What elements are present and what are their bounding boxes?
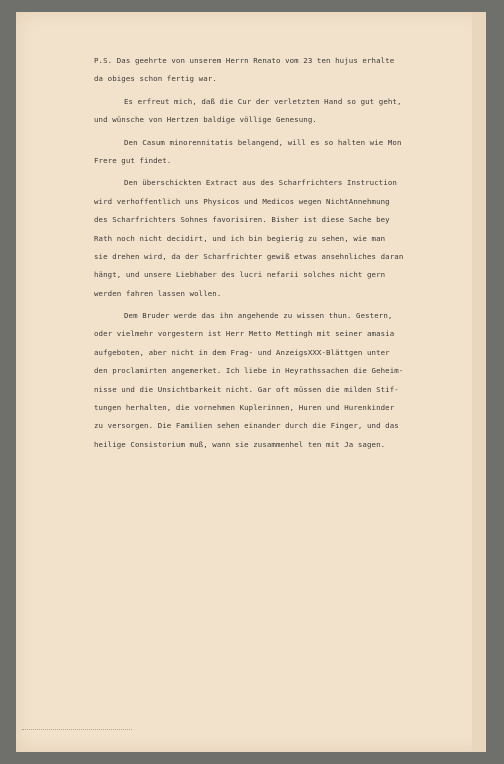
text-line: da obiges schon fertig war. [94,74,217,84]
text-line: und wünsche von Hertzen baldige völlige Genesung. [94,115,317,125]
text-line: nisse und die Unsichtbarkeit nicht. Gar oft müssen die milden Stif- [94,384,399,394]
text-line: des Scharfrichters Sohnes favorisiren. Bisher ist diese Sache bey [94,215,390,225]
text-line: Dem Bruder werde das ihn angehende zu wissen thun. Gestern, [124,311,393,321]
text-line: Rath noch nicht decidirt, und ich bin begierig zu sehen, wie man [94,233,386,243]
text-line: den proclamirten angemerket. Ich liebe in Heyrathssachen die Geheim- [94,366,404,376]
text-line: tungen herhalten, die vornehmen Kuplerinnen, Huren und Hurenkinder [94,403,395,413]
text-line: aufgeboten, aber nicht in dem Frag- und AnzeigsXXX-Blättgen unter [94,347,390,357]
text-line: wird verhoffentlich uns Physicos und Medicos wegen NichtAnnehmung [94,196,390,206]
letter-body [94,52,476,454]
text-line: Den Casum minorennitatis belangend, will es so halten wie Mon [124,137,402,147]
letter-page [16,12,486,752]
text-line: Frere gut findet. [94,155,172,165]
text-line: Es erfreut mich, daß die Cur der verletzten Hand so gut geht, [124,96,402,106]
text-line: P.S. Das geehrte von unserem Herrn Renato vom 23 ten hujus erhalte [94,56,395,65]
text-line: sie drehen wird, da der Scharfrichter gewiß etwas ansehnliches daran [94,251,404,261]
text-line: hängt, und unsere Liebhaber des lucri nefarii solches nicht gern [94,270,386,280]
text-line: werden fahren lassen wollen. [94,288,222,298]
text-line: oder vielmehr vorgestern ist Herr Metto Mettingh mit seiner amasia [94,329,395,339]
dotted-mark [22,729,132,730]
text-line: heilige Consistorium muß, wann sie zusammenhel ten mit Ja sagen. [94,439,386,449]
text-line: zu versorgen. Die Familien sehen einander durch die Finger, und das [94,421,399,431]
text-line: Den überschickten Extract aus des Scharfrichters Instruction [124,178,397,188]
